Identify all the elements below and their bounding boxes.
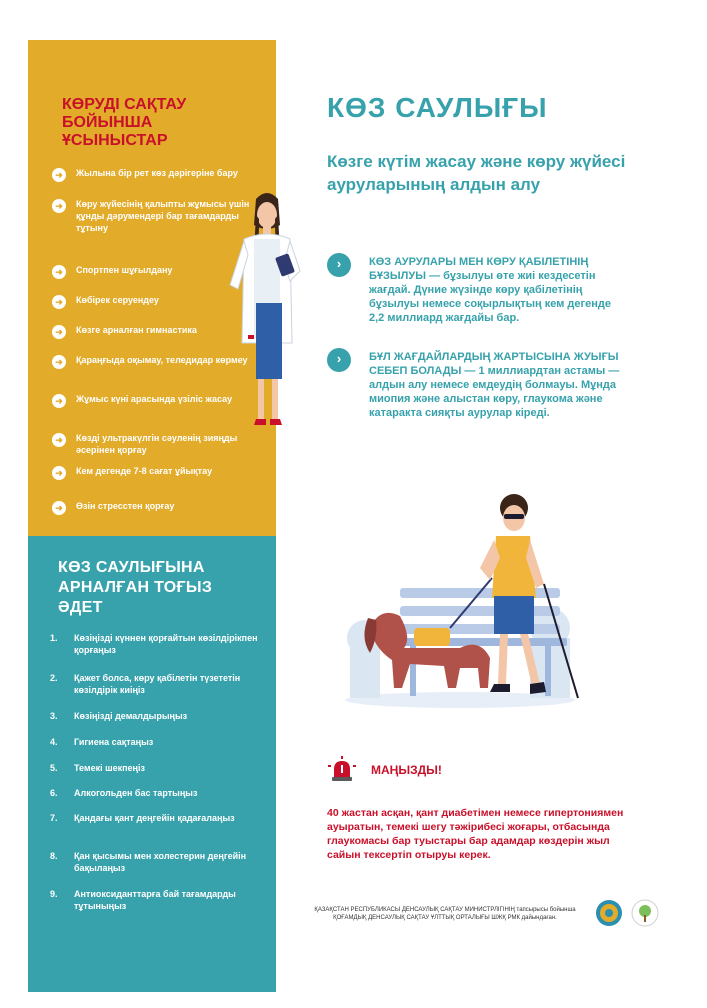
recommendation-item: ➜ Жұмыс күні арасында үзіліс жасау bbox=[52, 393, 252, 408]
alarm-icon bbox=[327, 755, 357, 785]
habit-item: 7. Қандағы қант деңгейін қадағалаңыз bbox=[50, 813, 235, 823]
guide-dog-illustration bbox=[340, 488, 580, 713]
chevron-right-icon: › bbox=[327, 348, 351, 372]
recommendation-item: ➜ Өзін стресстен қорғау bbox=[52, 500, 252, 515]
recommendation-item: ➜ Жылына бір рет көз дәрігеріне бару bbox=[52, 167, 252, 182]
chevron-right-icon: › bbox=[327, 253, 351, 277]
recommendation-item: ➜ Көзді ультракүлгін сәуленің зияңды әсерінен қорғау bbox=[52, 432, 252, 456]
habit-item: 6. Алкогольден бас тартыңыз bbox=[50, 788, 198, 798]
fact-item: › КӨЗ АУРУЛАРЫ МЕН КӨРУ ҚАБІЛЕТІНІҢ БҰЗЫЛУЫ — бұзылуы өте жиі кездесетін жағдай. Дүние жүзінде көру қабілетінің бұзылуы немесе соқырлықтың кем дегенде 2,2 миллиард жағдайы бар. bbox=[327, 255, 627, 325]
arrow-icon: ➜ bbox=[52, 295, 66, 309]
recommendations-title: КӨРУДІ САҚТАУ БОЙЫНША ҰСЫНЫСТАР bbox=[62, 96, 187, 149]
arrow-icon: ➜ bbox=[52, 466, 66, 480]
arrow-icon: ➜ bbox=[52, 394, 66, 408]
habit-item: 1. Көзіңізді күннен қорғайтын көзілдірікпен қорғаңыз bbox=[50, 633, 258, 655]
arrow-icon: ➜ bbox=[52, 168, 66, 182]
important-label: МАҢЫЗДЫ! bbox=[371, 763, 442, 777]
doctor-illustration bbox=[226, 185, 308, 435]
recommendation-item: ➜ Көзге арналған гимнастика bbox=[52, 324, 252, 339]
footer-credits: ҚАЗАҚСТАН РЕСПУБЛИКАСЫ ДЕНСАУЛЫҚ САҚТАУ МИНИСТРЛІГІНІҢ тапсырысы бойынша ҚОҒАМДЫҚ ДЕНСАУЛЫҚ САҚТАУ ҰЛТТЫҚ ОРТАЛЫҒЫ ШЖҚ РМК дайындаған. bbox=[314, 907, 576, 921]
arrow-icon: ➜ bbox=[52, 433, 66, 447]
habit-item: 9. Антиоксиданттарға бай тағамдарды тұтыныңыз bbox=[50, 889, 236, 911]
important-text: 40 жастан асқан, қант диабетімен немесе гипертониямен ауыратын, темекі шегу тәжірибесі жоғары, отбасында глаукомасы бар туыстары бар адамдар көздерін жыл сайын тексертіп отыруы керек. bbox=[327, 807, 624, 861]
arrow-icon: ➜ bbox=[52, 501, 66, 515]
fact-item: › БҰЛ ЖАҒДАЙЛАРДЫҢ ЖАРТЫСЫНА ЖУЫҒЫ СЕБЕП БОЛАДЫ — 1 миллиардтан астамы — алдын алу немесе емдеудің болмауы. Мұнда миопия және алыстан көру, глаукома және катаракта сияқты аурулар кіреді. bbox=[327, 350, 627, 420]
page-subtitle: Көзге күтім жасау және көру жүйесі ауруларының алдын алу bbox=[327, 152, 626, 194]
health-center-logo bbox=[631, 899, 659, 927]
habit-item: 5. Темекі шекпеңіз bbox=[50, 763, 145, 773]
arrow-icon: ➜ bbox=[52, 199, 66, 213]
habit-item: 2. Қажет болса, көру қабілетін түзететін көзілдірік киіңіз bbox=[50, 673, 241, 695]
arrow-icon: ➜ bbox=[52, 355, 66, 369]
state-emblem-logo bbox=[595, 899, 623, 927]
habit-item: 4. Гигиена сақтаңыз bbox=[50, 737, 154, 747]
important-header bbox=[327, 755, 442, 785]
arrow-icon: ➜ bbox=[52, 325, 66, 339]
recommendation-item: ➜ Кем дегенде 7-8 сағат ұйықтау bbox=[52, 465, 252, 480]
habit-item: 3. Көзіңізді демалдырыңыз bbox=[50, 711, 188, 721]
habits-title: КӨЗ САУЛЫҒЫНА АРНАЛҒАН ТОҒЫЗ ӘДЕТ bbox=[58, 559, 213, 616]
recommendation-item: ➜ Қараңғыда оқымау, теледидар көрмеу bbox=[52, 354, 252, 369]
recommendation-item: ➜ Көбірек серуендеу bbox=[52, 294, 252, 309]
recommendation-item: ➜ Көру жүйесінің қалыпты жұмысы үшін құнды дәрумендері бар тағамдарды тұтыну bbox=[52, 198, 252, 234]
page-title: КӨЗ САУЛЫҒЫ bbox=[327, 92, 548, 123]
recommendation-item: ➜ Спортпен шұғылдану bbox=[52, 264, 252, 279]
arrow-icon: ➜ bbox=[52, 265, 66, 279]
habit-item: 8. Қан қысымы мен холестерин деңгейін бақылаңыз bbox=[50, 851, 247, 873]
